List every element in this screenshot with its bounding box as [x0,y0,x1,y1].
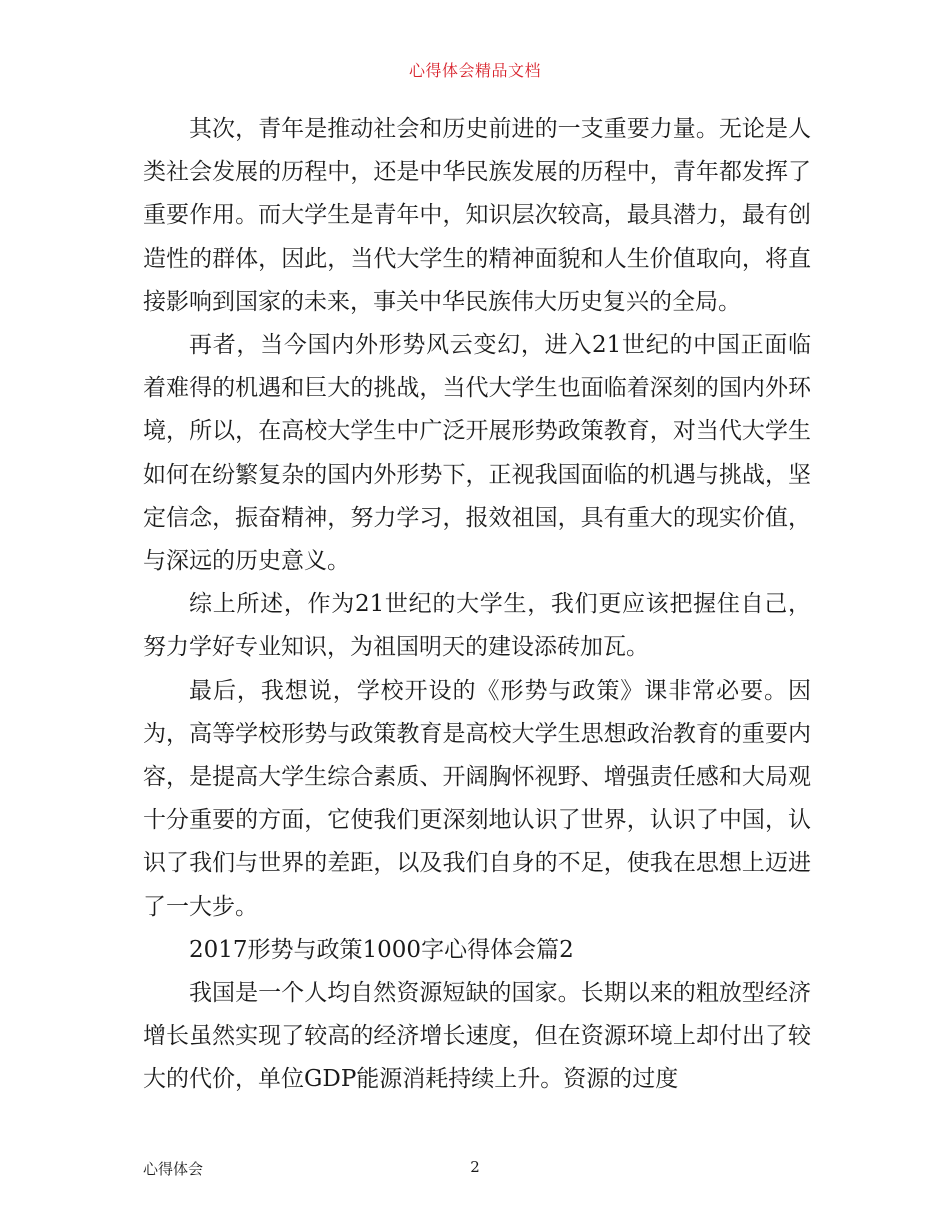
paragraph-secondly: 其次，青年是推动社会和历史前进的一支重要力量。无论是人类社会发展的历程中，还是中华民族发展的历程中，青年都发挥了重要作用。而大学生是青年中，知识层次较高，最具潜力，最有创造性的群体，因此，当代大学生的精神面貌和人生价值取向，将直接影响到国家的未来，事关中华民族伟大历史复兴的全局。 [143,116,811,315]
page-header-title: 心得体会精品文档 [408,61,541,80]
paragraph-in-summary: 综上所述，作为21世纪的大学生，我们更应该把握住自己，努力学好专业知识，为祖国明天的建设添砖加瓦。 [143,591,811,661]
page-number: 2 [470,1158,480,1176]
paragraph-furthermore: 再者，当今国内外形势风云变幻，进入21世纪的中国正面临着难得的机遇和巨大的挑战，当代大学生也面临着深刻的国内外环境，所以，在高校大学生中广泛开展形势政策教育，对当代大学生如何在纷繁复杂的国内外形势下，正视我国面临的机遇与挑战，坚定信念，振奋精神，努力学习，报效祖国，具有重大的现实价值，与深远的历史意义。 [143,332,811,575]
paragraph-finally: 最后，我想说，学校开设的《形势与政策》课非常必要。因为，高等学校形势与政策教育是高校大学生思想政治教育的重要内容，是提高大学生综合素质、开阔胸怀视野、增强责任感和大局观十分重要的方面，它使我们更深刻地认识了世界，认识了中国，认识了我们与世界的差距，以及我们自身的不足，使我在思想上迈进了一大步。 [143,677,811,920]
paragraph-resources: 我国是一个人均自然资源短缺的国家。长期以来的粗放型经济增长虽然实现了较高的经济增长速度，但在资源环境上却付出了较大的代价，单位GDP能源消耗持续上升。资源的过度 [143,980,811,1093]
footer-label: 心得体会 [143,1160,204,1178]
document-body [143,108,811,1102]
section-heading-part-2: 2017形势与政策1000字心得体会篇2 [189,936,574,963]
